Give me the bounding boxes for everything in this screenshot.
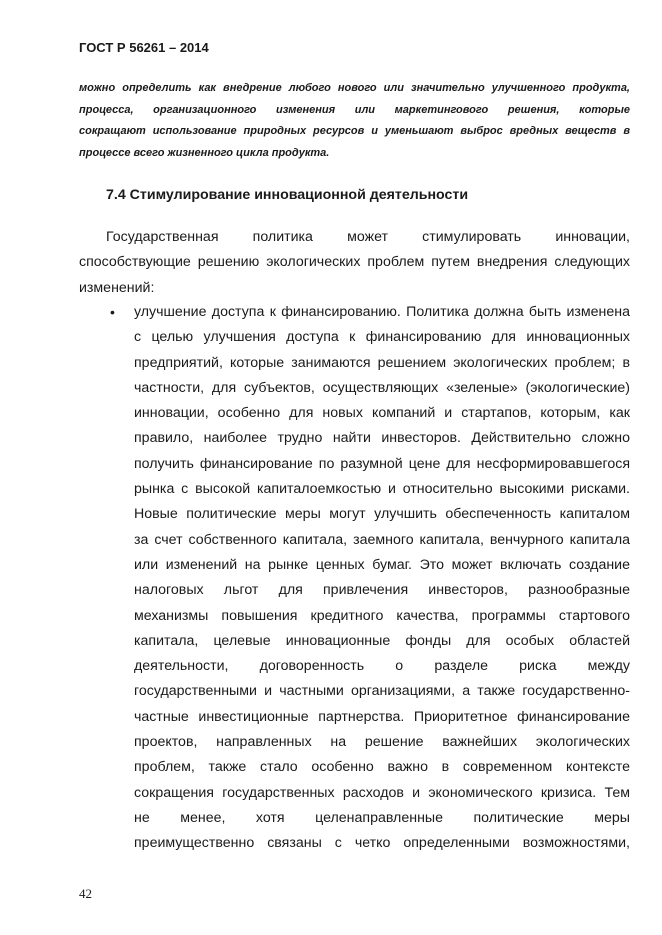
bullet-line: проблем, также стало особенно важно в современном контексте (134, 759, 630, 776)
bullet-line: предприятий, которые занимаются решением экологических проблем; в (134, 354, 630, 371)
bullet-line: проектов, направленных на решение важнейших экологических (134, 734, 630, 751)
bullet-marker: • (110, 304, 115, 320)
bullet-line: с целью улучшения доступа к финансированию для инновационных (134, 329, 630, 346)
bullet-line: не менее, хотя целенаправленные политические меры (134, 809, 630, 826)
bullet-line: правило, наиболее трудно найти инвесторов. Действительно сложно (134, 430, 630, 447)
bullet-paragraph (134, 300, 630, 857)
bullet-line: капитала, целевые инновационные фонды для особых областей (134, 632, 630, 649)
intro-line: способствующие решению экологических проблем путем внедрения следующих (79, 254, 630, 271)
intro-line: Государственная политика может стимулировать инновации, (106, 229, 630, 245)
italic-line: можно определить как внедрение любого нового или значительно улучшенного продукта, (79, 82, 630, 94)
bullet-line: государственными и частными организациями, а также государственно- (134, 683, 630, 700)
bullet-line: получить финансирование по разумной цене для несформировавшегося (134, 455, 630, 472)
italic-line: сокращают использование природных ресурсов и уменьшают выброс вредных веществ в (79, 125, 630, 137)
italic-line: процесса, организационного изменения или маркетингового решения, которые (79, 103, 630, 116)
bullet-line: механизмы повышения кредитного качества, программы стартового (134, 607, 630, 624)
bullet-line: инновации, особенно для новых компаний и стартапов, которым, как (134, 405, 630, 422)
bullet-line: Новые политические меры могут улучшить обеспеченность капиталом (134, 506, 630, 523)
section-heading: 7.4 Стимулирование инновационной деятельности (106, 187, 469, 203)
bullet-line: налоговых льгот для привлечения инвесторов, разнообразные (134, 582, 630, 599)
bullet-line: преимущественно связаны с четко определенными возможностями, (134, 835, 630, 852)
italic-paragraph (79, 78, 630, 164)
bullet-line: деятельности, договоренность о разделе риска между (134, 658, 630, 675)
bullet-line: частные инвестиционные партнерства. Приоритетное финансирование (134, 708, 630, 725)
bullet-line: улучшение доступа к финансированию. Политика должна быть изменена (134, 304, 630, 320)
bullet-line: за счет собственного капитала, заемного капитала, венчурного капитала (134, 531, 630, 548)
intro-line: изменений: (79, 279, 155, 296)
bullet-line: частности, для субъектов, осуществляющих «зеленые» (экологические) (134, 379, 630, 396)
bullet-line: или изменений на рынке ценных бумаг. Это может включать создание (134, 556, 630, 573)
page-number: 42 (79, 886, 92, 901)
document-header: ГОСТ Р 56261 – 2014 (79, 40, 209, 55)
italic-line: процессе всего жизненного цикла продукта. (79, 146, 330, 159)
bullet-line: рынка с высокой капиталоемкостью и относительно высокими рисками. (134, 481, 630, 498)
bullet-line: сокращения государственных расходов и экономического кризиса. Тем (134, 784, 630, 801)
intro-paragraph (79, 225, 630, 301)
